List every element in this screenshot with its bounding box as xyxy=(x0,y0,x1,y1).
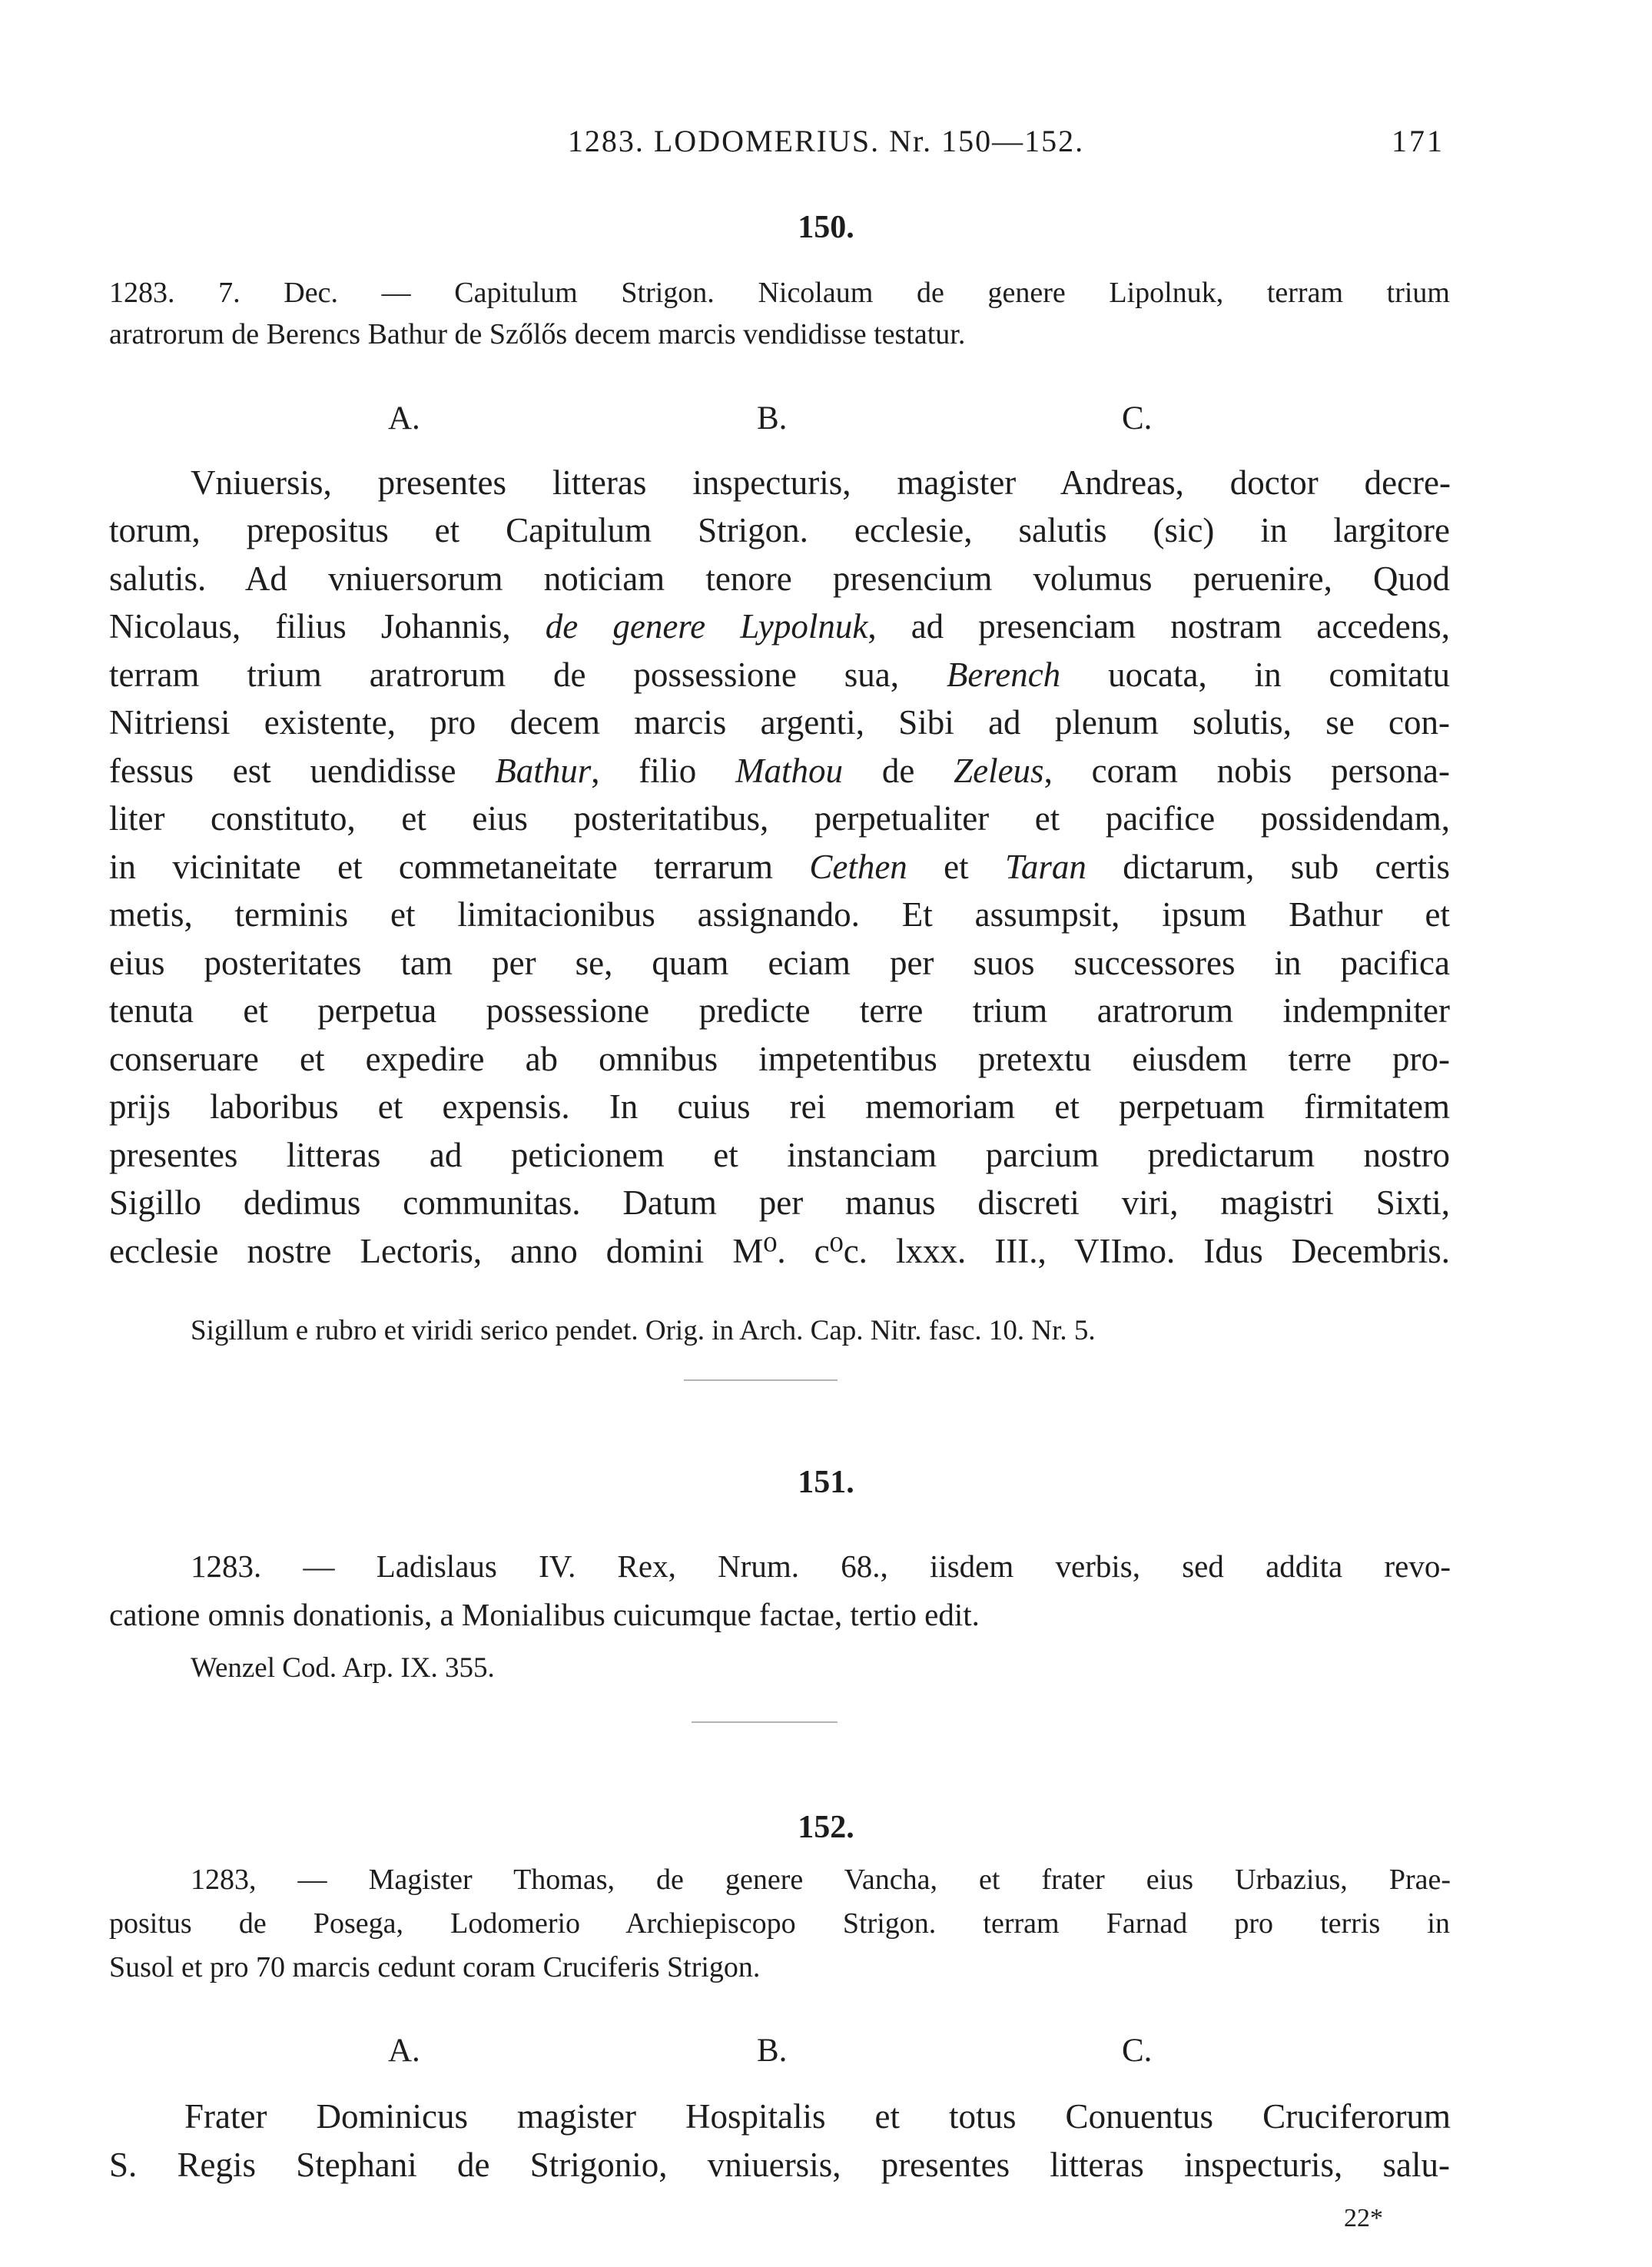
doc151-body-line: 1283. — Ladislaus IV. Rex, Nrum. 68., iisdem verbis, sed addita revo- xyxy=(191,1548,1451,1584)
text-segment: prijs laboribus et expensis. In cuius rei memoriam et perpetuam firmitatem xyxy=(109,1087,1450,1126)
text-segment: Nicolaus, filius Johannis, xyxy=(109,607,546,646)
doc151-number: 151. xyxy=(798,1465,854,1500)
doc150-body-line xyxy=(109,895,1450,934)
text-segment: liter constituto, et eius posteritatibus, perpetualiter et pacifice possidendam, xyxy=(109,799,1450,838)
doc150-body-line xyxy=(109,609,1450,644)
doc150-abc-row xyxy=(0,400,1652,446)
text-segment: eius posteritates tam per se, quam eciam per suos successores in pacifica xyxy=(109,944,1450,982)
separator-rule xyxy=(684,1379,838,1381)
italic-name: Berench xyxy=(946,656,1061,694)
text-segment: Sigillo dedimus communitas. Datum per manus discreti viri, magistri Sixti, xyxy=(109,1183,1450,1222)
doc152-abc-row xyxy=(0,2032,1652,2078)
doc152-summary-line: positus de Posega, Lodomerio Archiepiscopo Strigon. terram Farnad pro terris in xyxy=(109,1907,1450,1940)
doc150-number: 150. xyxy=(798,210,854,245)
doc150-body-line xyxy=(109,754,1450,788)
text-segment: terram trium aratrorum de possessione sua, xyxy=(109,656,947,694)
text-segment: Vniuersis, presentes litteras inspecturis, magister Andreas, doctor decre- xyxy=(191,463,1451,502)
text-segment: uocata, in comitatu xyxy=(1060,656,1450,694)
text-segment: dictarum, sub certis xyxy=(1086,848,1450,886)
abc-b: B. xyxy=(757,2033,788,2069)
text-segment: , coram nobis persona- xyxy=(1043,752,1450,790)
text-segment: de xyxy=(843,752,954,790)
doc150-body-line xyxy=(109,850,1450,885)
abc-c: C. xyxy=(1122,400,1153,436)
doc150-summary-line: 1283. 7. Dec. — Capitulum Strigon. Nicolaum de genere Lipolnuk, terram trium xyxy=(109,277,1450,309)
doc152-number: 152. xyxy=(798,1810,854,1845)
doc152-body-line: Frater Dominicus magister Hospitalis et totus Conuentus Cruciferorum xyxy=(184,2097,1451,2136)
doc151-note: Wenzel Cod. Arp. IX. 355. xyxy=(191,1652,495,1684)
doc150-body-line xyxy=(191,463,1451,502)
doc150-body-line xyxy=(109,1234,1450,1269)
abc-a: A. xyxy=(388,400,420,436)
signature-mark: 22* xyxy=(1344,2204,1383,2232)
text-segment: salutis. Ad vniuersorum noticiam tenore presencium volumus peruenire, Quod xyxy=(109,559,1450,598)
abc-a: A. xyxy=(388,2033,420,2069)
doc150-body-line xyxy=(109,658,1450,692)
text-segment: Nitriensi existente, pro decem marcis argenti, Sibi ad plenum solutis, se con- xyxy=(109,703,1450,742)
text-segment: metis, terminis et limitacionibus assignando. Et assumpsit, ipsum Bathur et xyxy=(109,895,1450,934)
italic-name: Taran xyxy=(1004,848,1086,886)
doc150-body-line xyxy=(109,991,1450,1030)
text-segment: tenuta et perpetua possessione predicte terre trium aratrorum indempniter xyxy=(109,991,1450,1030)
text-segment: fessus est uendidisse xyxy=(109,752,496,790)
doc152-body-line: S. Regis Stephani de Strigonio, vniuersis, presentes litteras inspecturis, salu- xyxy=(109,2146,1450,2184)
running-title: 1283. LODOMERIUS. Nr. 150—152. xyxy=(567,124,1085,158)
doc150-body-line xyxy=(109,1183,1450,1222)
text-segment: presentes litteras ad peticionem et instanciam parcium predictarum nostro xyxy=(109,1136,1450,1174)
italic-name: Zeleus xyxy=(954,752,1044,790)
text-segment: , filio xyxy=(591,752,736,790)
doc150-summary-line: aratrorum de Berencs Bathur de Szőlős decem marcis vendidisse testatur. xyxy=(109,318,966,350)
text-segment: conseruare et expedire ab omnibus impetentibus pretextu eiusdem terre pro- xyxy=(109,1040,1450,1078)
abc-b: B. xyxy=(757,400,788,436)
text-segment: et xyxy=(907,848,1005,886)
text-segment: in vicinitate et commetaneitate terrarum xyxy=(109,848,810,886)
text-segment: torum, prepositus et Capitulum Strigon. ecclesie, salutis (sic) in largitore xyxy=(109,511,1450,549)
italic-name: Cethen xyxy=(809,848,907,886)
text-segment: , ad presenciam nostram accedens, xyxy=(867,607,1450,646)
doc150-body-line xyxy=(109,705,1450,740)
running-header xyxy=(0,123,1652,169)
abc-c: C. xyxy=(1122,2033,1153,2069)
doc152-summary-line: 1283, — Magister Thomas, de genere Vancha, et frater eius Urbazius, Prae- xyxy=(191,1864,1451,1896)
doc152-summary-line: Susol et pro 70 marcis cedunt coram Cruciferis Strigon. xyxy=(109,1951,761,1983)
doc150-body-line xyxy=(109,799,1450,838)
doc150-body-line xyxy=(109,1138,1450,1173)
italic-name: de genere Lypolnuk xyxy=(545,607,868,646)
page-number: 171 xyxy=(1392,124,1445,158)
separator-rule xyxy=(692,1721,838,1723)
text-segment: ecclesie nostre Lectoris, anno domini M⁰. c⁰c. lxxx. III., VIImo. Idus Decembris. xyxy=(109,1232,1450,1270)
doc150-body-line xyxy=(109,1087,1450,1126)
italic-name: Bathur xyxy=(495,752,592,790)
doc150-body-line xyxy=(109,1042,1450,1077)
doc150-body-line xyxy=(109,559,1450,598)
doc151-body-line: catione omnis donationis, a Monialibus cuicumque factae, tertio edit. xyxy=(109,1597,980,1632)
doc150-body-line xyxy=(109,946,1450,981)
doc150-body-line xyxy=(109,513,1450,548)
italic-name: Mathou xyxy=(735,752,844,790)
doc150-note: Sigillum e rubro et viridi serico pendet. Orig. in Arch. Cap. Nitr. fasc. 10. Nr. 5. xyxy=(191,1315,1096,1346)
